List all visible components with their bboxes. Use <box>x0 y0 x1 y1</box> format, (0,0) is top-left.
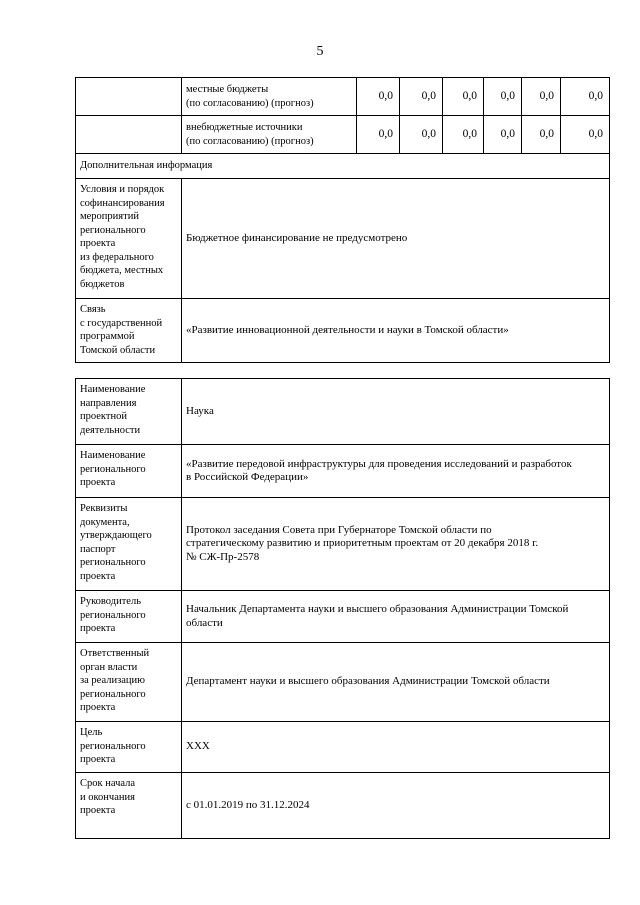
value-cell: 0,0 <box>522 78 561 116</box>
label-line: проектной <box>80 411 127 422</box>
value-cell: 0,0 <box>484 116 522 154</box>
label-line: за реализацию <box>80 675 145 686</box>
table-row <box>76 722 610 773</box>
label-line: регионального <box>80 609 146 621</box>
label-line: из федерального <box>80 251 154 263</box>
value-cell: 0,0 <box>357 116 400 154</box>
label-line: Ответственный <box>80 648 150 659</box>
value-cell: 0,0 <box>357 78 400 116</box>
label-line: с государственной <box>80 317 163 329</box>
label-line: регионального <box>80 224 146 236</box>
label-line: проекта <box>80 623 116 634</box>
authority-value: Департамент науки и высшего образования Администрации Томской области <box>182 643 610 722</box>
label-line: внебюджетные источники <box>186 122 303 133</box>
table-row <box>76 498 610 591</box>
label-line: проекта <box>80 702 116 713</box>
funding-table <box>75 77 610 363</box>
table-row <box>76 591 610 643</box>
empty-cell <box>76 78 182 116</box>
label-line: (по согласованию) (прогноз) <box>186 97 314 109</box>
direction-label <box>76 379 182 445</box>
value-line: в Российской Федерации» <box>186 471 309 483</box>
label-line: проекта <box>80 477 116 488</box>
label-line: регионального <box>80 557 146 568</box>
table-row <box>76 154 610 179</box>
document-value <box>182 498 610 591</box>
value-line: Начальник Департамента науки и высшего образования Администрации Томской <box>186 603 569 615</box>
label-line: Связь <box>80 304 106 315</box>
head-value <box>182 591 610 643</box>
value-cell: 0,0 <box>484 78 522 116</box>
value-line: стратегическому развитию и приоритетным проектам от 20 декабря 2018 г. <box>186 537 539 550</box>
direction-value: Наука <box>182 379 610 445</box>
head-label <box>76 591 182 643</box>
label-line: орган власти <box>80 661 138 673</box>
label-line: паспорт <box>80 543 116 555</box>
label-line: (по согласованию) (прогноз) <box>186 135 314 147</box>
value-cell: 0,0 <box>400 116 443 154</box>
goal-value: ХХХ <box>182 722 610 773</box>
label-line: регионального <box>80 688 146 700</box>
label-line: и окончания <box>80 791 135 803</box>
label-line: бюджета, местных <box>80 265 164 276</box>
document-label <box>76 498 182 591</box>
label-line: документа, <box>80 516 130 528</box>
label-line: Наименование <box>80 384 146 395</box>
label-line: проекта <box>80 754 116 765</box>
term-value: с 01.01.2019 по 31.12.2024 <box>182 773 610 839</box>
label-line: регионального <box>80 463 146 475</box>
value-cell: 0,0 <box>443 116 484 154</box>
project-name-value <box>182 445 610 498</box>
program-link-value: «Развитие инновационной деятельности и науки в Томской области» <box>182 299 610 363</box>
table-row <box>76 179 610 299</box>
program-link-label <box>76 299 182 363</box>
label-line: Руководитель <box>80 596 141 607</box>
page-number: 5 <box>316 44 324 59</box>
label-line: программой <box>80 331 135 342</box>
label-line: деятельности <box>80 424 141 436</box>
value-line: № СЖ-Пр-2578 <box>186 550 260 563</box>
funding-source-label <box>182 116 357 154</box>
empty-cell <box>76 116 182 154</box>
project-name-label <box>76 445 182 498</box>
value-line: «Развитие передовой инфраструктуры для проведения исследований и разработок <box>186 457 572 470</box>
label-line: Реквизиты <box>80 503 128 514</box>
table-row <box>76 643 610 722</box>
label-line: направления <box>80 397 137 409</box>
additional-info-heading: Дополнительная информация <box>76 154 610 179</box>
value-cell: 0,0 <box>561 78 610 116</box>
cofinancing-value: Бюджетное финансирование не предусмотрено <box>182 179 610 299</box>
label-line: Томской области <box>80 344 156 356</box>
table-row <box>76 299 610 363</box>
value-line: области <box>186 616 223 629</box>
funding-source-label <box>182 78 357 116</box>
table-row <box>76 773 610 839</box>
label-line: софинансирования <box>80 197 165 209</box>
value-cell: 0,0 <box>561 116 610 154</box>
label-line: Условия и порядок <box>80 184 165 195</box>
label-line: утверждающего <box>80 530 152 541</box>
value-cell: 0,0 <box>443 78 484 116</box>
label-line: проекта <box>80 238 116 249</box>
goal-label <box>76 722 182 773</box>
label-line: регионального <box>80 740 146 752</box>
table-row <box>76 116 610 154</box>
value-line: Протокол заседания Совета при Губернаторе Томской области по <box>186 523 492 536</box>
label-line: Наименование <box>80 450 146 461</box>
value-cell: 0,0 <box>400 78 443 116</box>
label-line: Срок начала <box>80 778 136 789</box>
table-row <box>76 445 610 498</box>
label-line: мероприятий <box>80 211 139 222</box>
table-row <box>76 78 610 116</box>
label-line: проекта <box>80 805 116 816</box>
value-cell: 0,0 <box>522 116 561 154</box>
project-passport-table <box>75 378 610 839</box>
term-label <box>76 773 182 839</box>
label-line: местные бюджеты <box>186 84 269 95</box>
label-line: проекта <box>80 570 116 582</box>
label-line: бюджетов <box>80 278 125 290</box>
cofinancing-label <box>76 179 182 299</box>
authority-label <box>76 643 182 722</box>
label-line: Цель <box>80 727 103 738</box>
table-row <box>76 379 610 445</box>
